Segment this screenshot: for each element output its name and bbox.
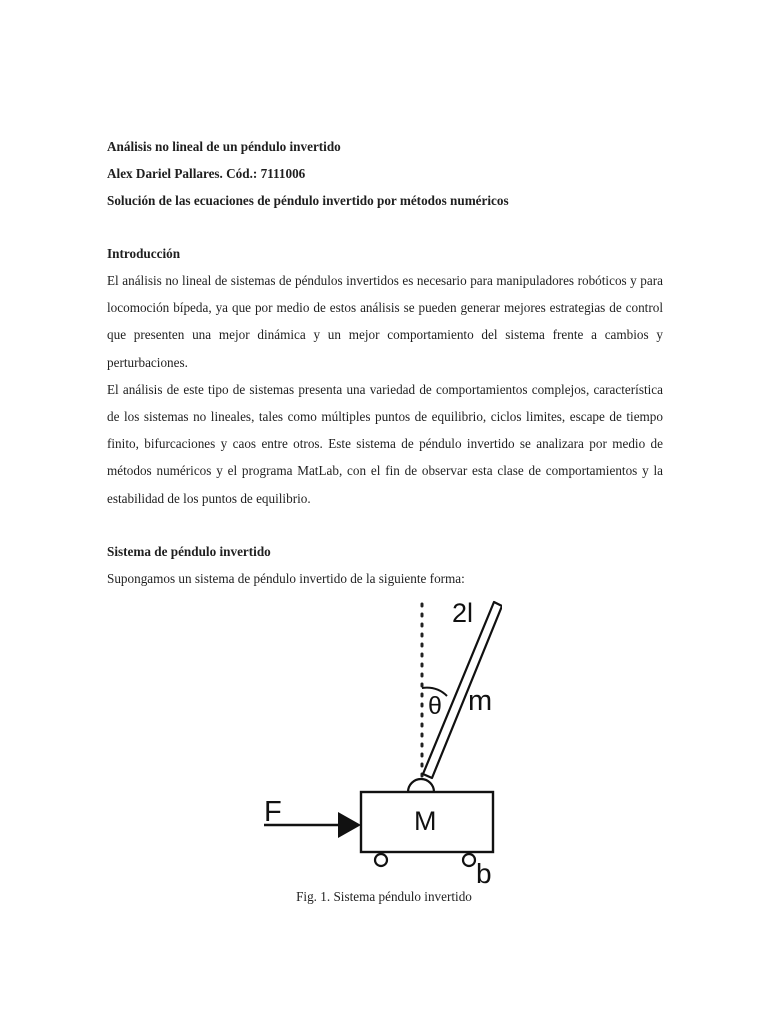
label-length: 2l bbox=[452, 598, 474, 628]
label-angle: θ bbox=[428, 692, 442, 720]
spacer bbox=[107, 214, 663, 240]
label-cart-mass: M bbox=[414, 806, 437, 836]
introduction-paragraph-1: El análisis no lineal de sistemas de péndulos invertidos es necesario para manipuladores robóticos y para locomoción bípeda, ya que por medio de estos análisis se pueden generar mejores estrategias de control que presenten una mejor dinámica y un mejor comportamiento del sistema frente a cambios y perturbaciones. bbox=[107, 273, 663, 370]
label-friction: b bbox=[476, 858, 492, 886]
pendulum-diagram bbox=[262, 596, 502, 886]
figure-caption: Fig. 1. Sistema péndulo invertido bbox=[296, 889, 472, 904]
label-force: F bbox=[264, 796, 282, 828]
document-title: Análisis no lineal de un péndulo invertido bbox=[107, 139, 341, 154]
introduction-paragraph-2: El análisis de este tipo de sistemas presenta una variedad de comportamientos complejos, característica de los sistemas no lineales, tales como múltiples puntos de equilibrio, ciclos limites, escape de tiempo finito, bifurcaciones y caos entre otros. Este sistema de péndulo invertido se analizara por medio de métodos numéricos y el programa MatLab, con el fin de observar esta clase de comportamientos y la estabilidad de los puntos de equilibrio. bbox=[107, 381, 663, 506]
document-subtitle: Solución de las ecuaciones de péndulo invertido por métodos numéricos bbox=[107, 193, 509, 208]
cart-wheel-right bbox=[463, 854, 475, 866]
pendulum-figure bbox=[262, 596, 502, 886]
introduction-heading: Introducción bbox=[107, 246, 181, 261]
system-section-paragraph: Supongamos un sistema de péndulo invertido de la siguiente forma: bbox=[107, 570, 465, 586]
document-body bbox=[107, 133, 663, 592]
label-pendulum-mass: m bbox=[468, 685, 493, 717]
system-section-heading: Sistema de péndulo invertido bbox=[107, 543, 271, 559]
cart-wheel-left bbox=[375, 854, 387, 866]
document-author: Alex Dariel Pallares. Cód.: 7111006 bbox=[107, 166, 306, 181]
spacer bbox=[107, 512, 663, 538]
